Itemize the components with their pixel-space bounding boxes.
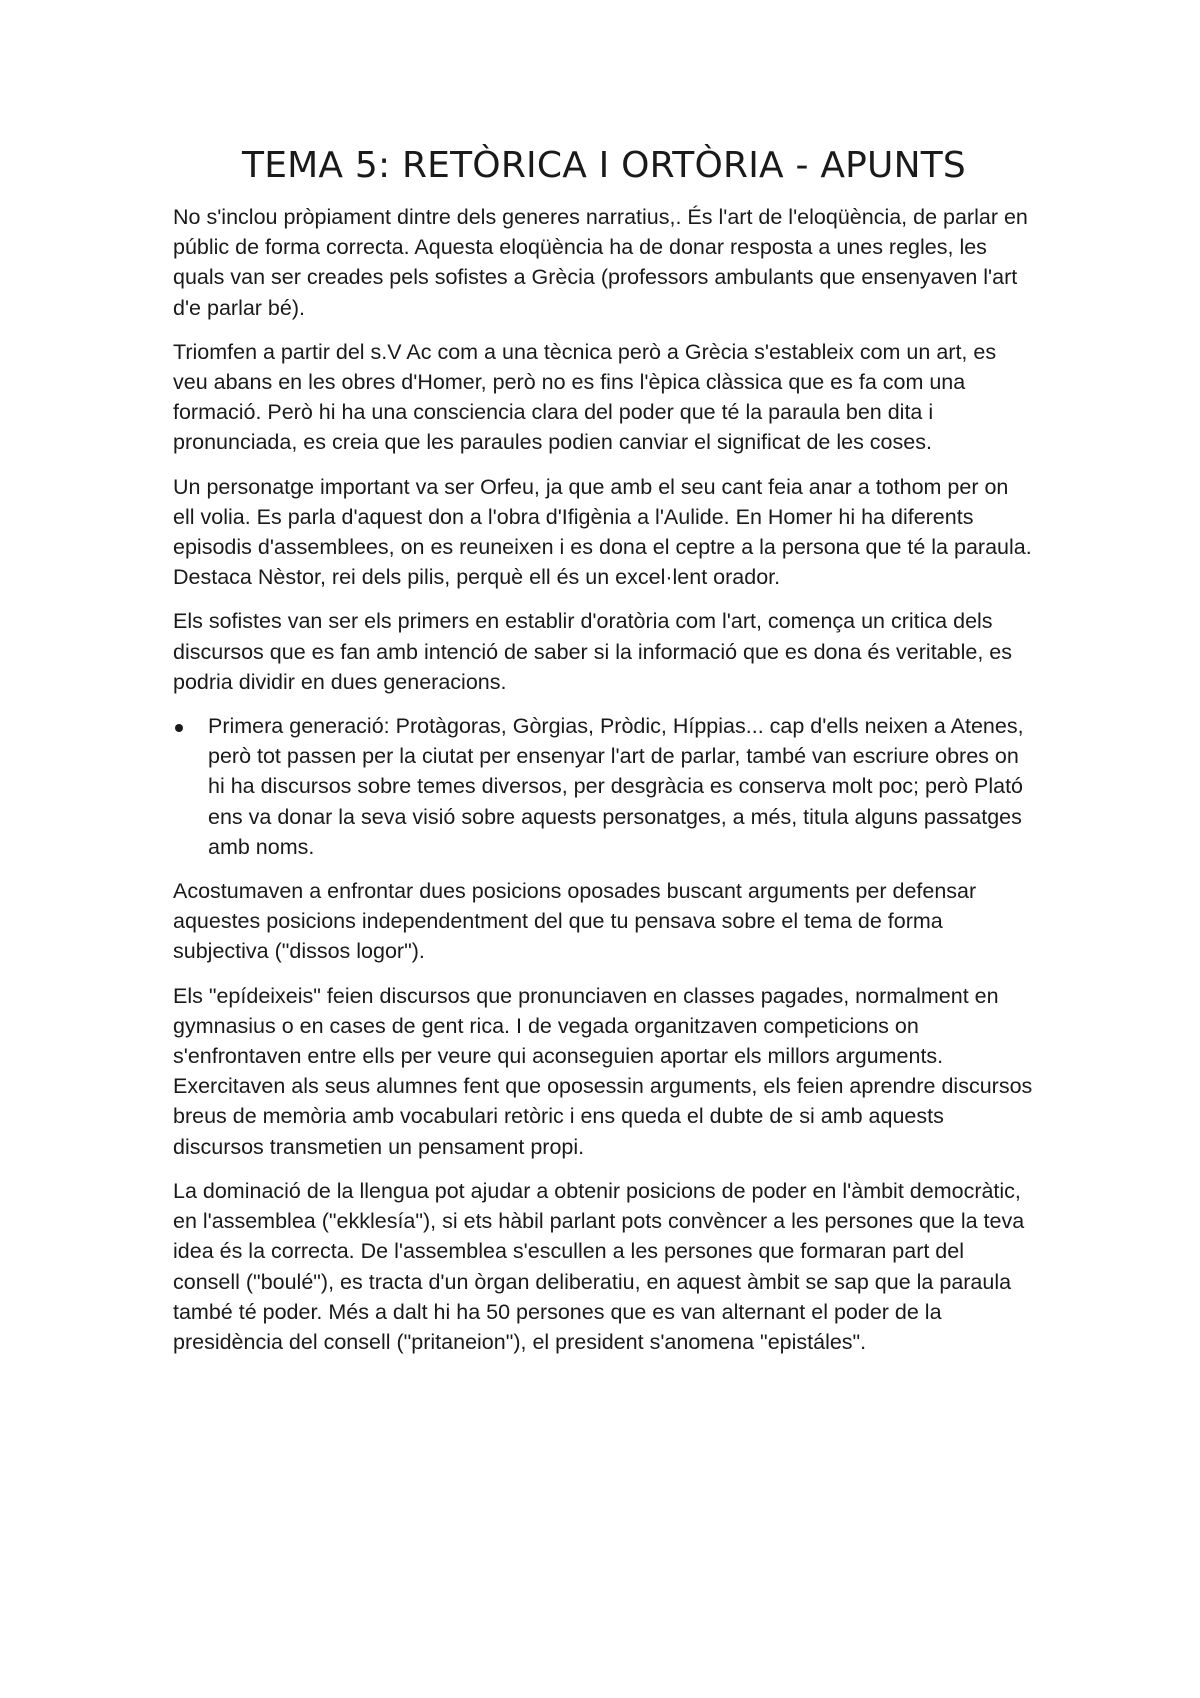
paragraph-definition: No s'inclou pròpiament dintre dels generes narratius,. És l'art de l'eloqüència, de parlar en públic de forma correcta. Aquesta eloqüència ha de donar resposta a unes regles, les quals van ser creades pels sofistes a Grècia (professors ambulants que ensenyaven l'art d'e parlar bé). bbox=[173, 205, 1028, 320]
paragraph-dominacio: La dominació de la llengua pot ajudar a obtenir posicions de poder en l'àmbit democràtic, en l'assemblea ("ekklesía"), si ets hàbil parlant pots convèncer a les persones que la teva idea és la correcta. De l'assemblea s'escullen a les persones que formaran part del consell ("boulé"), es tracta d'un òrgan deliberatiu, en aquest àmbit se sap que la paraula també té poder. Més a dalt hi ha 50 persones que es van alternant el poder de la presidència del consell ("pritaneion"), el president s'anomena "epistáles". bbox=[173, 1178, 1025, 1354]
paragraph-orfeu: Un personatge important va ser Orfeu, ja que amb el seu cant feia anar a tothom per on ell volia. Es parla d'aquest don a l'obra d'Ifigènia a l'Aulide. En Homer hi ha diferents episodis d'assemblees, on es reuneixen i es dona el ceptre a la persona que té la paraula. Destaca Nèstor, rei dels pilis, perquè ell és un excel·lent orador. bbox=[173, 474, 1032, 590]
paragraph-origins: Triomfen a partir del s.V Ac com a una tècnica però a Grècia s'estableix com un art, es veu abans en les obres d'Homer, però no es fins l'èpica clàssica que es fa com una formació. Però hi ha una consciencia clara del poder que té la paraula ben dita i pronunciada, es creia que les paraules podien canviar el significat de les coses. bbox=[173, 339, 997, 455]
paragraph-sofistes: Els sofistes van ser els primers en establir d'oratòria com l'art, comença un critica dels discursos que es fan amb intenció de saber si la informació que es dona és veritable, es podria dividir en dues generacions. bbox=[173, 609, 1012, 694]
list-item bbox=[173, 711, 1035, 862]
document-page bbox=[173, 140, 1035, 1371]
list-item-text: Primera generació: Protàgoras, Gòrgias, Pròdic, Híppias... cap d'ells neixen a Atenes, però tot passen per la ciutat per ensenyar l'art de parlar, també van escriure obres on hi ha discursos sobre temes diversos, per desgràcia es conserva molt poc; però Plató ens va donar la seva visió sobre aquests personatges, a més, titula alguns passatges amb noms. bbox=[208, 714, 1024, 859]
paragraph-posicions: Acostumaven a enfrontar dues posicions oposades buscant arguments per defensar aquestes posicions independentment del que tu pensava sobre el tema de forma subjectiva ("dissos logor"). bbox=[173, 879, 977, 964]
paragraph-epideixeis: Els "epídeixeis" feien discursos que pronunciaven en classes pagades, normalment en gymnasius o en cases de gent rica. I de vegada organitzaven competicions on s'enfrontaven entre ells per veure qui aconseguien aportar els millors arguments. Exercitaven als seus alumnes fent que oposessin arguments, els feien aprendre discursos breus de memòria amb vocabulari retòric i ens queda el dubte de si amb aquests discursos transmetien un pensament propi. bbox=[173, 983, 1033, 1159]
bullet-icon bbox=[175, 724, 183, 732]
document-title: TEMA 5: RETÒRICA I ORTÒRIA - APUNTS bbox=[242, 145, 966, 186]
bullet-list bbox=[173, 711, 1035, 862]
